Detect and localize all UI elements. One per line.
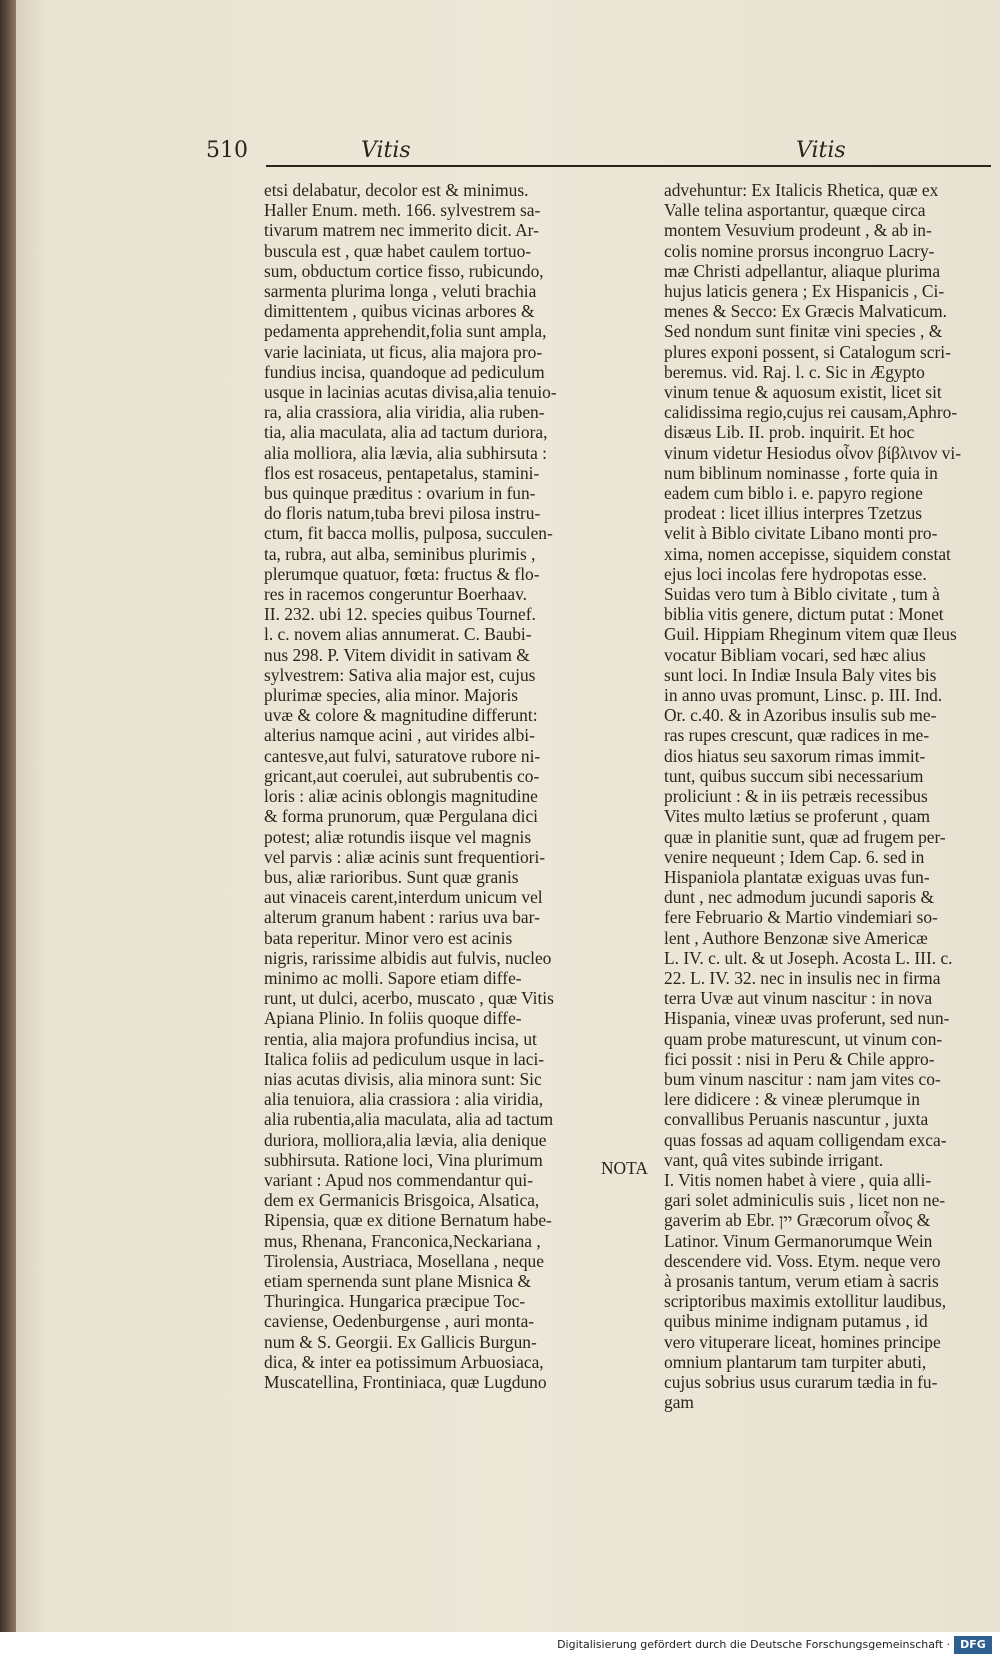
text-line: buscula est , quæ habet caulem tortuo-: [264, 240, 532, 261]
text-line: sarmenta plurima longa , veluti brachia: [264, 281, 537, 302]
text-line: rentia, alia majora profundius incisa, ut: [264, 1028, 537, 1049]
text-line: fici possit : nisi in Peru & Chile appro-: [664, 1048, 935, 1069]
text-line: num & S. Georgii. Ex Gallicis Burgun-: [264, 1331, 537, 1352]
text-line: usque in lacinias acutas divisa,alia tenuio-: [264, 382, 557, 403]
text-line: l. c. novem alias annumerat. C. Baubi-: [264, 624, 532, 645]
text-line: 22. L. IV. 32. nec in insulis nec in firma: [664, 967, 941, 988]
text-line: dunt , nec admodum jucundi saporis &: [664, 887, 934, 908]
header-rule: [266, 165, 991, 167]
text-line: sunt loci. In Indiæ Insula Baly vites bis: [664, 664, 937, 685]
text-line: bus quinque præditus : ovarium in fun-: [264, 483, 536, 504]
text-line: sylvestrem: Sativa alia major est, cujus: [264, 664, 536, 685]
text-line: Vites multo lætius se proferunt , quam: [664, 806, 931, 827]
text-line: flos est rosaceus, pentapetalus, stamini-: [264, 462, 540, 483]
text-line: Hispaniola plantatæ exiguas uvas fun-: [664, 866, 930, 887]
text-line: vinum videtur Hesiodus οἶνον βίβλινον vi-: [664, 442, 961, 463]
text-line: Suidas vero tum à Biblo civitate , tum à: [664, 584, 940, 605]
text-line: alia rubentia,alia maculata, alia ad tactum: [264, 1109, 554, 1130]
text-line: caviense, Oedenburgense , auri monta-: [264, 1311, 535, 1332]
text-line: etsi delabatur, decolor est & minimus.: [264, 180, 529, 200]
text-line: L. IV. c. ult. & ut Joseph. Acosta L. III. c.: [664, 947, 953, 968]
text-line: bus, aliæ rarioribus. Sunt quæ granis: [264, 866, 519, 887]
text-line: vero vituperare liceat, homines principe: [664, 1331, 941, 1352]
text-line: in anno uvas promunt, Linsc. p. III. Ind.: [664, 685, 943, 706]
text-line: variant : Apud nos commendantur qui-: [264, 1169, 534, 1190]
text-line: nus 298. P. Vitem dividit in sativam &: [264, 644, 530, 665]
text-line: vant, quâ vites subinde irrigant.: [664, 1149, 884, 1170]
text-line: runt, ut dulci, acerbo, muscato , quæ Vitis: [264, 988, 554, 1009]
text-line: sum, obductum cortice fisso, rubicundo,: [264, 260, 544, 281]
text-line: Apiana Plinio. In foliis quoque diffe-: [264, 1008, 522, 1029]
text-line: mæ Christi adpellantur, aliaque plurima: [664, 260, 941, 281]
text-line: Thuringica. Hungarica præcipue Toc-: [264, 1291, 526, 1312]
text-line: quas fossas ad aquam colligendam exca-: [664, 1129, 947, 1150]
text-line: gari solet adminiculis suis , licet non ne-: [664, 1190, 946, 1211]
text-line: colis nomine prorsus incongruo Lacry-: [664, 240, 935, 261]
text-line: ctum, fit bacca mollis, pulposa, succulen-: [264, 523, 553, 544]
text-line: cujus sobrius usus curarum tædia in fu-: [664, 1371, 938, 1392]
text-line: dica, & inter ea potissimum Arbuosiaca,: [264, 1351, 544, 1372]
text-line: convallibus Peruanis nascuntur , juxta: [664, 1109, 929, 1130]
text-line: alia tenuiora, alia crassiora : alia viridia,: [264, 1089, 544, 1110]
text-line: cantesve,aut fulvi, saturatove rubore ni-: [264, 745, 541, 766]
text-line: tunt, quibus succum sibi necessarium: [664, 765, 924, 786]
text-line: & forma prunorum, quæ Pergulana dici: [264, 806, 539, 827]
text-line: xima, nomen accepisse, siquidem constat: [664, 543, 951, 564]
text-line: nias acutas divisis, alia minora sunt: Sic: [264, 1068, 542, 1089]
text-line: dimittentem , quibus vicinas arbores &: [264, 301, 535, 322]
digitization-footer: [0, 1632, 1000, 1660]
text-line: subhirsuta. Ratione loci, Vina plurimum: [264, 1149, 543, 1170]
text-line: II. 232. ubi 12. species quibus Tournef.: [264, 604, 536, 625]
text-line: fundius incisa, quandoque ad pediculum: [264, 361, 545, 382]
text-line: fere Februario & Martio vindemiari so-: [664, 907, 938, 928]
text-line: alterius namque acini , aut virides albi-: [264, 725, 535, 746]
running-header: [16, 138, 1000, 168]
text-line: duriora, molliora,alia lævia, alia denique: [264, 1129, 547, 1150]
text-line: gricant,aut coerulei, aut subrubentis co-: [264, 765, 540, 786]
text-line: beremus. vid. Raj. l. c. Sic in Ægypto: [664, 361, 925, 382]
text-line: lere didicere : & vineæ plerumque in: [664, 1089, 920, 1110]
footer-credit: Digitalisierung gefördert durch die Deutsche Forschungsgemeinschaft ·: [557, 1638, 950, 1651]
text-line: Ripensia, quæ ex ditione Bernatum habe-: [264, 1210, 552, 1231]
text-line: Muscatellina, Frontiniaca, quæ Lugduno: [264, 1371, 547, 1392]
text-line: Guil. Hippiam Rheginum vitem quæ Ileus: [664, 624, 957, 645]
text-line: potest; aliæ rotundis iisque vel magnis: [264, 826, 532, 847]
book-page: [16, 0, 1000, 1632]
page-number: 510: [206, 138, 248, 163]
text-line: Latinor. Vinum Germanorumque Wein: [664, 1230, 933, 1251]
text-line: dios hiatus seu saxorum rimas immit-: [664, 745, 926, 766]
text-line: do floris natum,tuba brevi pilosa instru-: [264, 503, 541, 524]
text-line: dem ex Germanicis Brisgoica, Alsatica,: [264, 1190, 540, 1211]
text-line: tivarum matrem nec immerito dicit. Ar-: [264, 220, 539, 241]
text-line: quibus minime indignam putamus , id: [664, 1311, 928, 1332]
text-line: Or. c.40. & in Azoribus insulis sub me-: [664, 705, 937, 726]
text-line: nigris, rarissime albidis aut fulvis, nucleo: [264, 947, 552, 968]
text-line: menes & Secco: Ex Græcis Malvaticum.: [664, 301, 948, 322]
text-line: plerumque quatuor, fœta: fructus & flo-: [264, 563, 540, 584]
text-line: loris : aliæ acinis oblongis magnitudine: [264, 786, 538, 807]
text-line: lent , Authore Benzonæ sive Americæ: [664, 927, 928, 948]
text-line: pedamenta apprehendit,folia sunt ampla,: [264, 321, 547, 342]
text-line: prodeat : licet illius interpres Tzetzus: [664, 503, 923, 524]
text-line: gam: [664, 1392, 694, 1413]
header-word-right: Vitis: [796, 138, 846, 163]
right-text-column: [664, 180, 994, 1412]
text-line: Valle telina asportantur, quæque circa: [664, 200, 926, 221]
text-line: Italica foliis ad pediculum usque in laci-: [264, 1048, 545, 1069]
text-line: biblia vitis genere, dictum putat : Monet: [664, 604, 944, 625]
text-line: terra Uvæ aut vinum nascitur : in nova: [664, 988, 933, 1009]
header-word-left: Vitis: [361, 138, 411, 163]
book-binding: [0, 0, 16, 1660]
text-line: calidissima regio,cujus rei causam,Aphro-: [664, 402, 958, 423]
text-line: ras rupes crescunt, quæ radices in me-: [664, 725, 930, 746]
text-line: I. Vitis nomen habet à viere , quia alli-: [664, 1169, 932, 1190]
text-line: vocatur Bibliam vocari, sed hæc alius: [664, 644, 926, 665]
text-line: res in racemos congeruntur Boerhaav.: [264, 584, 528, 605]
text-line: ra, alia crassiora, alia viridia, alia ruben-: [264, 402, 545, 423]
text-line: vinum tenue & aquosum existit, licet sit: [664, 382, 942, 403]
text-line: gaverim ab Ebr. יין Græcorum οἶνος &: [664, 1210, 931, 1231]
text-line: uvæ & colore & magnitudine differunt:: [264, 705, 538, 726]
text-line: bata reperitur. Minor vero est acinis: [264, 927, 513, 948]
text-line: plurimæ species, alia minor. Majoris: [264, 685, 519, 706]
text-line: minimo ac molli. Sapore etiam diffe-: [264, 967, 522, 988]
text-line: Hispania, vineæ uvas proferunt, sed nun-: [664, 1008, 950, 1029]
text-line: descendere vid. Voss. Etym. neque vero: [664, 1250, 941, 1271]
text-line: tia, alia maculata, alia ad tactum duriora,: [264, 422, 548, 443]
text-line: omnium plantarum tam turpiter abuti,: [664, 1351, 927, 1372]
text-line: alterum granum habent : rarius uva bar-: [264, 907, 540, 928]
text-line: hujus laticis genera ; Ex Hispanicis , Ci-: [664, 281, 945, 302]
dfg-logo: DFG: [954, 1636, 992, 1654]
text-line: montem Vesuvium prodeunt , & ab in-: [664, 220, 932, 241]
text-line: advehuntur: Ex Italicis Rhetica, quæ ex: [664, 180, 939, 200]
text-line: ta, rubra, aut alba, seminibus plurimis ,: [264, 543, 536, 564]
text-line: eadem cum biblo i. e. papyro regione: [664, 483, 923, 504]
text-line: à prosanis tantum, verum etiam à sacris: [664, 1270, 939, 1291]
text-line: varie laciniata, ut ficus, alia majora pro-: [264, 341, 543, 362]
text-line: Haller Enum. meth. 166. sylvestrem sa-: [264, 200, 541, 221]
text-line: scriptoribus maximis extollitur laudibus,: [664, 1291, 947, 1312]
text-line: num biblinum nominasse , forte quia in: [664, 462, 938, 483]
text-line: Tirolensia, Austriaca, Mosellana , neque: [264, 1250, 544, 1271]
text-line: velit à Biblo civitate Libano monti pro-: [664, 523, 938, 544]
text-line: plures exponi possent, si Catalogum scri-: [664, 341, 951, 362]
text-line: quæ in planitie sunt, quæ ad frugem per-: [664, 826, 946, 847]
text-line: vel parvis : aliæ acinis sunt frequentiori-: [264, 846, 546, 867]
text-line: quam probe maturescunt, ut vinum con-: [664, 1028, 943, 1049]
text-line: Sed nondum sunt finitæ vini species , &: [664, 321, 943, 342]
text-line: proliciunt : & in iis petræis recessibus: [664, 786, 928, 807]
text-line: ejus loci incolas fere hydropotas esse.: [664, 563, 927, 584]
left-text-column: [264, 180, 604, 1392]
text-line: mus, Rhenana, Franconica,Neckariana ,: [264, 1230, 541, 1251]
text-line: venire nequeunt ; Idem Cap. 6. sed in: [664, 846, 925, 867]
marginal-note: NOTA: [601, 1158, 648, 1178]
text-line: alia molliora, alia lævia, alia subhirsuta :: [264, 442, 548, 463]
text-line: bum vinum nascitur : nam jam vites co-: [664, 1068, 941, 1089]
text-line: aut vinaceis carent,interdum unicum vel: [264, 887, 543, 908]
text-line: etiam spernenda sunt plane Misnica &: [264, 1270, 532, 1291]
text-line: disæus Lib. II. prob. inquirit. Et hoc: [664, 422, 915, 443]
